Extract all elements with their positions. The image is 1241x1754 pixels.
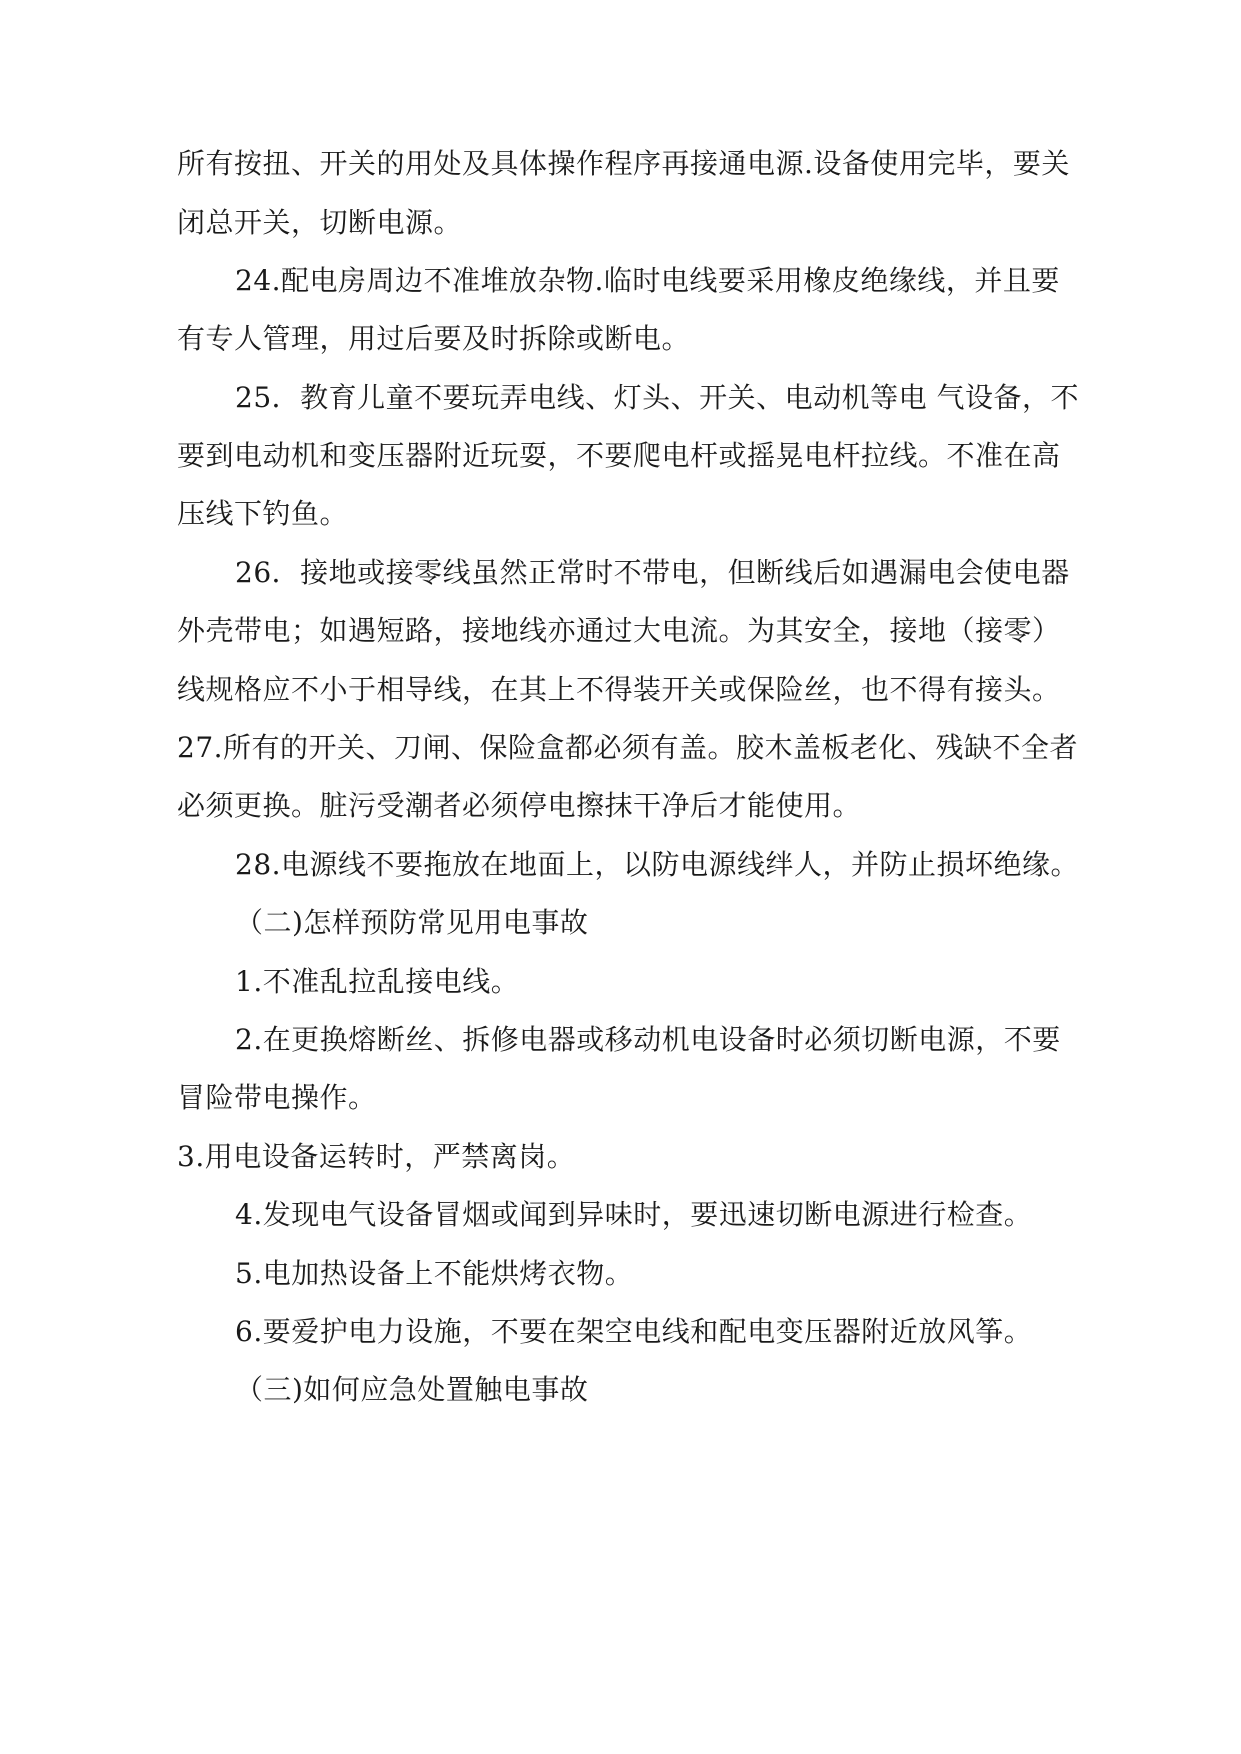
text-line: 外壳带电；如遇短路，接地线亦通过大电流。为其安全，接地（接零） — [177, 614, 1061, 647]
text-line: 要到电动机和变压器附近玩耍，不要爬电杆或摇晃电杆拉线。不准在高 — [177, 439, 1061, 472]
text-line: 压线下钓鱼。 — [177, 497, 349, 530]
text-line: 所有按扭、开关的用处及具体操作程序再接通电源.设备使用完毕，要关 — [177, 147, 1070, 180]
text-line: 25．教育儿童不要玩弄电线、灯头、开关、电动机等电 气设备，不 — [235, 381, 1080, 414]
text-line: 有专人管理，用过后要及时拆除或断电。 — [177, 322, 691, 355]
text-line: 线规格应不小于相导线，在其上不得装开关或保险丝，也不得有接头。 — [177, 673, 1061, 706]
text-line: 1.不准乱拉乱接电线。 — [235, 965, 520, 998]
text-line: 24.配电房周边不准堆放杂物.临时电线要采用橡皮绝缘线，并且要 — [235, 264, 1060, 297]
text-line: 2.在更换熔断丝、拆修电器或移动机电设备时必须切断电源，不要 — [235, 1023, 1061, 1056]
text-line: 28.电源线不要拖放在地面上，以防电源线绊人，并防止损坏绝缘。 — [235, 848, 1080, 881]
text-line: 必须更换。脏污受潮者必须停电擦抹干净后才能使用。 — [177, 789, 862, 822]
section-heading: （二)怎样预防常见用电事故 — [235, 906, 589, 939]
text-line: 3.用电设备运转时，严禁离岗。 — [177, 1140, 576, 1173]
text-line: 闭总开关，切断电源。 — [177, 206, 463, 239]
text-line: 6.要爱护电力设施，不要在架空电线和配电变压器附近放风筝。 — [235, 1315, 1033, 1348]
section-heading: （三)如何应急处置触电事故 — [235, 1373, 589, 1406]
text-line: 冒险带电操作。 — [177, 1081, 377, 1114]
text-line: 26．接地或接零线虽然正常时不带电，但断线后如遇漏电会使电器 — [235, 556, 1070, 589]
text-line: 5.电加热设备上不能烘烤衣物。 — [235, 1257, 634, 1290]
text-line: 27.所有的开关、刀闸、保险盒都必须有盖。胶木盖板老化、残缺不全者 — [177, 731, 1079, 764]
text-line: 4.发现电气设备冒烟或闻到异味时，要迅速切断电源进行检查。 — [235, 1198, 1033, 1231]
